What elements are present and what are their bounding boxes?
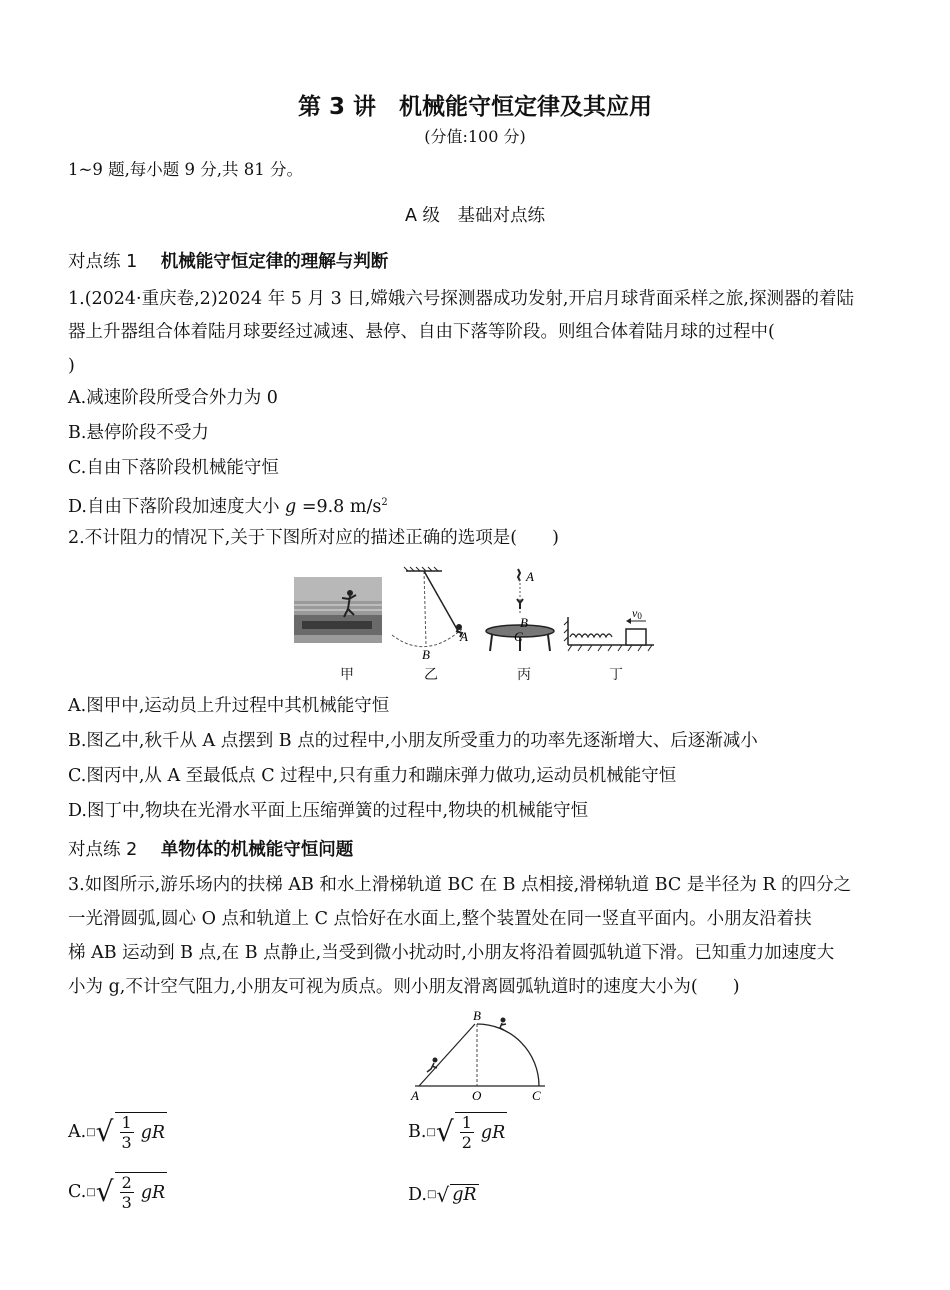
- tail-gr: gR: [140, 1122, 166, 1143]
- q3-figure: [405, 1008, 555, 1104]
- child-on-slide: [500, 1018, 506, 1031]
- score-note: (分值:100 分): [424, 127, 526, 146]
- level-heading: A 级 基础对点练: [404, 206, 546, 226]
- fig2-label-v: v: [632, 606, 638, 620]
- q1-option-d: [68, 491, 388, 519]
- caption-ding: 丁: [609, 667, 623, 683]
- radical: √ $\frac{1}{3}$ gR: [95, 1113, 166, 1152]
- option-label: A.: [68, 1122, 87, 1142]
- section-num: 对点练 2: [68, 840, 138, 860]
- q1-option-d-value: =9.8 m/s: [296, 496, 382, 517]
- q3-line-4: 小为 g,不计空气阻力,小朋友可视为质点。则小朋友滑离圆弧轨道时的速度大小为( ): [68, 977, 740, 997]
- radical: √ $\frac{1}{2}$ gR: [435, 1113, 506, 1152]
- q1-line-1: 1.(2024·重庆卷,2)2024 年 5 月 3 日,嫦娥六号探测器成功发射,开启月球背面采样之旅,探测器的着陆: [68, 289, 854, 309]
- fig2-label-v0: [632, 606, 642, 621]
- fig3-label-O: O: [472, 1088, 482, 1103]
- caption-yi: 乙: [424, 667, 438, 683]
- box-glyph: □: [86, 1186, 96, 1198]
- q1-option-c: C.自由下落阶段机械能守恒: [68, 458, 279, 478]
- escalator-ab: [419, 1024, 475, 1086]
- fig2-label-B-swing: B: [422, 647, 430, 661]
- q1-option-a: A.减速阶段所受合外力为 0: [68, 388, 278, 408]
- option-label: D.: [408, 1184, 427, 1205]
- child-on-escalator: [427, 1058, 438, 1073]
- q1-line-3: ): [68, 356, 75, 376]
- page-title: 第 3 讲 机械能守恒定律及其应用: [297, 94, 653, 120]
- option-label: B.: [408, 1122, 427, 1142]
- fig2-label-A-trampoline: A: [526, 569, 534, 584]
- q2-option-b: B.图乙中,秋千从 A 点摆到 B 点的过程中,小朋友所受重力的功率先逐渐增大、后逐渐减小: [68, 731, 758, 751]
- figure-yi-swing: [392, 567, 462, 647]
- section-num: 对点练 1: [68, 252, 138, 272]
- fig3-label-C: C: [532, 1088, 541, 1103]
- q2-option-c: C.图丙中,从 A 至最低点 C 过程中,只有重力和蹦床弹力做功,运动员机械能守恒: [68, 766, 677, 786]
- fig3-label-A: A: [411, 1088, 419, 1103]
- q3-option-d: [408, 1184, 479, 1205]
- q2-stem: 2.不计阻力的情况下,关于下图所对应的描述正确的选项是( ): [68, 528, 559, 548]
- q1-option-d-var: g: [285, 496, 297, 517]
- q3-line-1: 3.如图所示,游乐场内的扶梯 AB 和水上滑梯轨道 BC 在 B 点相接,滑梯轨道 BC 是半径为 R 的四分之: [68, 875, 852, 895]
- numerator: 1: [461, 1113, 472, 1132]
- numerator: 1: [121, 1113, 132, 1132]
- q2-option-a: A.图甲中,运动员上升过程中其机械能守恒: [68, 696, 390, 716]
- section-heading-2: [68, 836, 353, 861]
- q3-option-c: [68, 1172, 167, 1212]
- box-glyph: □: [426, 1126, 436, 1138]
- radical: √ gR: [436, 1182, 477, 1207]
- radical: √ $\frac{2}{3}$ gR: [95, 1173, 166, 1212]
- numerator: 2: [121, 1173, 132, 1192]
- q1-option-d-sup: 2: [381, 497, 388, 508]
- section-heading-1: [68, 248, 388, 273]
- option-label: C.: [68, 1182, 87, 1202]
- section-title: 单物体的机械能守恒问题: [160, 840, 354, 860]
- slide-arc-bc: [477, 1024, 539, 1086]
- caption-jia: 甲: [340, 667, 354, 683]
- q1-option-b: B.悬停阶段不受力: [68, 423, 209, 443]
- denominator: 3: [121, 1133, 132, 1152]
- q3-option-a: [68, 1112, 167, 1152]
- box-glyph: □: [86, 1126, 96, 1138]
- fraction: [117, 1113, 137, 1152]
- caption-bing: 丙: [517, 667, 531, 683]
- fraction: [117, 1173, 137, 1212]
- fraction: [457, 1113, 477, 1152]
- section-title: 机械能守恒定律的理解与判断: [160, 252, 389, 272]
- figure-jia-photo: [294, 577, 382, 643]
- fig2-label-C-trampoline: C: [514, 629, 523, 644]
- denominator: 3: [121, 1193, 132, 1212]
- intro-text: 1~9 题,每小题 9 分,共 81 分。: [68, 160, 304, 179]
- tail-gr: gR: [452, 1185, 477, 1205]
- denominator: 2: [461, 1133, 472, 1152]
- figure-ding-spring: [564, 617, 654, 651]
- q2-figure: [292, 565, 662, 661]
- fig3-label-B: B: [473, 1008, 481, 1023]
- q1-line-2: 器上升器组合体着陆月球要经过减速、悬停、自由下落等阶段。则组合体着陆月球的过程中(: [68, 322, 775, 342]
- tail-gr: gR: [140, 1182, 166, 1203]
- fig2-label-B-trampoline: B: [520, 615, 528, 630]
- tail-gr: gR: [480, 1122, 506, 1143]
- box-glyph: □: [426, 1189, 437, 1200]
- q1-option-d-text: D.自由下落阶段加速度大小: [68, 496, 286, 517]
- q3-line-2: 一光滑圆弧,圆心 O 点和轨道上 C 点恰好在水面上,整个装置处在同一竖直平面内。小朋友沿着扶: [68, 909, 812, 929]
- q3-line-3: 梯 AB 运动到 B 点,在 B 点静止,当受到微小扰动时,小朋友将沿着圆弧轨道下滑。已知重力加速度大: [68, 943, 835, 963]
- q3-option-b: [408, 1112, 507, 1152]
- q2-option-d: D.图丁中,物块在光滑水平面上压缩弹簧的过程中,物块的机械能守恒: [68, 801, 589, 821]
- fig2-label-A-swing: A: [460, 629, 468, 644]
- fig2-label-v-sub: 0: [637, 611, 642, 621]
